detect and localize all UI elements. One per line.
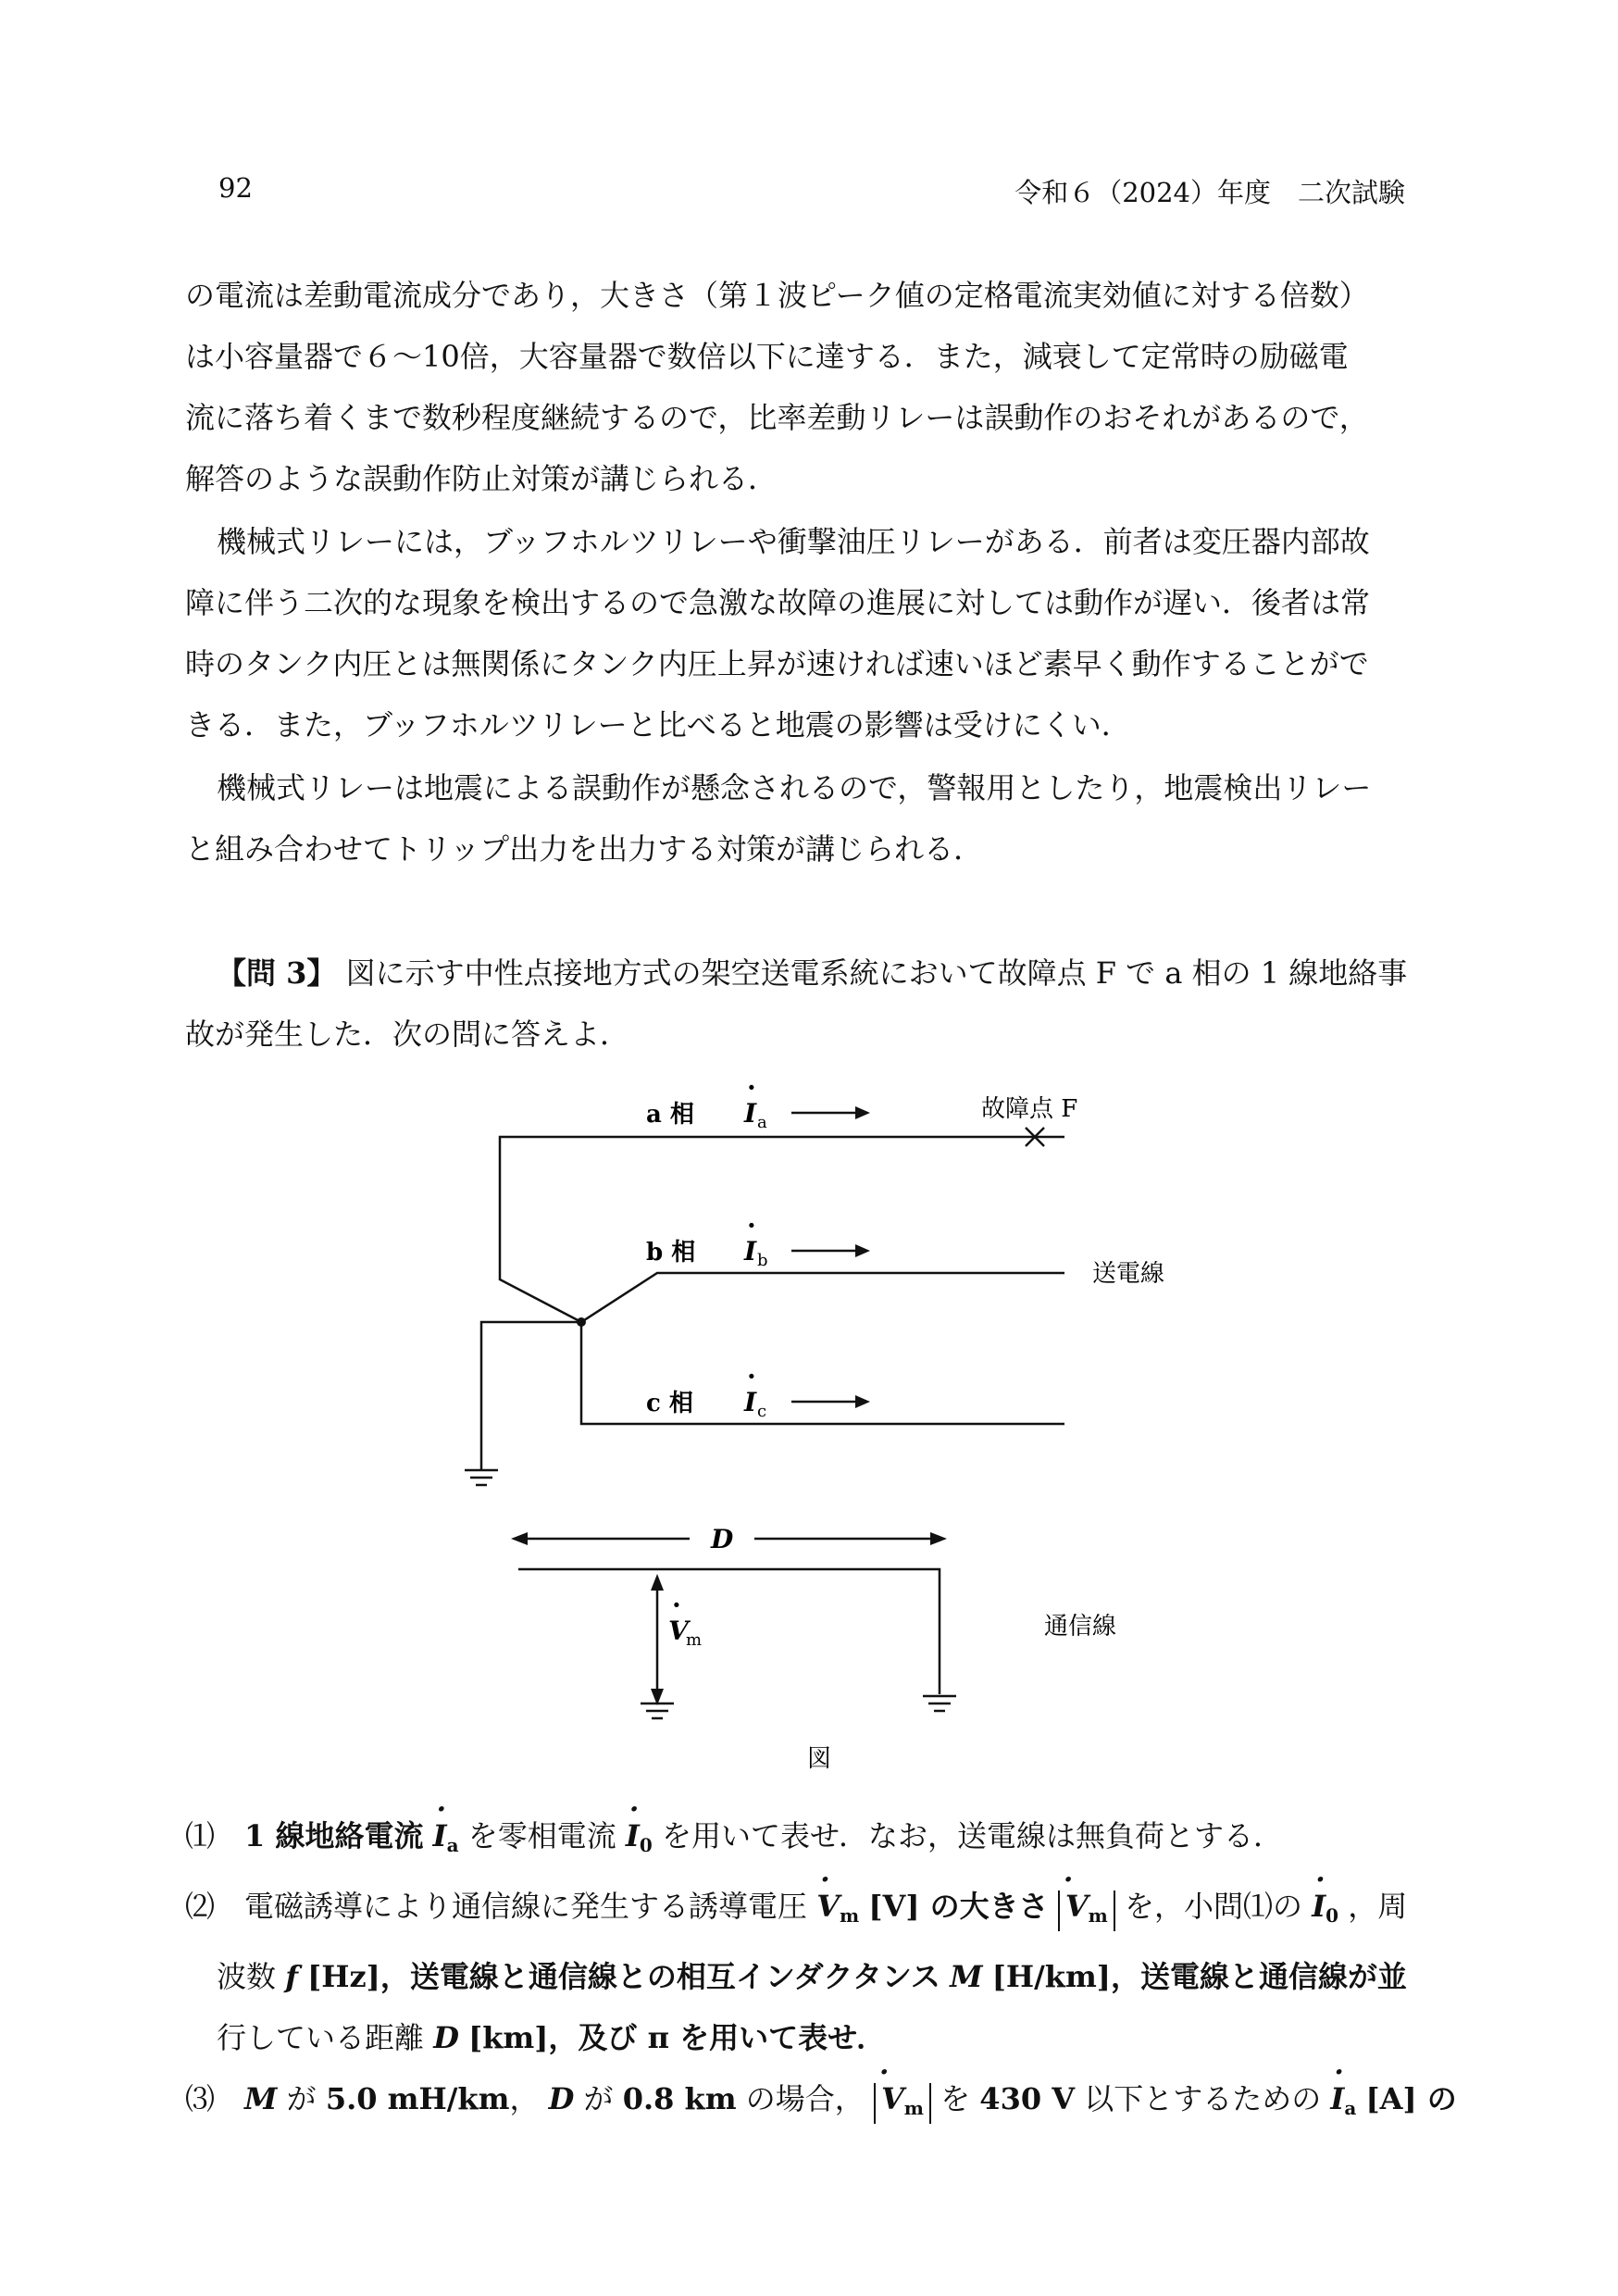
circuit-figure	[426, 1074, 1166, 1778]
text-line: 機械式リレーは地震による誤動作が懸念されるので，警報用としたり，地震検出リレー	[217, 770, 1372, 805]
text-line: の電流は差動電流成分であり，大きさ（第１波ピーク値の定格電流実効値に対する倍数）	[185, 278, 1369, 313]
subquestion-3: ⑶ M が 5.0 mH/km， D が 0.8 km の場合， · $V_m$ を 430 V 以下とするための · $I_a$ [A] の	[185, 2068, 1425, 2139]
question-label: 【問 3】	[217, 955, 337, 991]
subquestion-2: ⑵ 電磁誘導により通信線に発生する誘導電圧 · $V_m$ [V] の大きさ · $V_m$ を，小問⑴の · $I_0$ ，周	[185, 1876, 1425, 1946]
paragraph-1	[185, 265, 1425, 509]
page-header	[213, 172, 1405, 213]
svg-text:·: ·	[747, 1074, 756, 1103]
fault-point-label: 故障点 F	[981, 1095, 1078, 1123]
question-text: 図に示す中性点接地方式の架空送電系統において故障点 F で a 相の 1 線地絡事	[345, 955, 1408, 991]
svg-text:·: ·	[672, 1590, 681, 1620]
current-c-sub: c	[757, 1402, 767, 1421]
text-line: 時のタンク内圧とは無関係にタンク内圧上昇が速ければ速いほど素早く動作することがで	[185, 646, 1369, 681]
svg-text:·: ·	[747, 1210, 756, 1241]
subquestion-2-cont: 行している距離 D [km]，及び π を用いて表せ．	[217, 2020, 887, 2055]
transmission-line-label: 送電線	[1092, 1260, 1165, 1288]
paragraph-3	[185, 757, 1425, 880]
current-c-label: I	[744, 1387, 757, 1417]
text-line: 解答のような誤動作防止対策が講じられる．	[185, 461, 778, 496]
phase-a-line	[500, 1137, 1064, 1322]
question-3	[185, 942, 1425, 1065]
voltage-sub: m	[686, 1630, 703, 1650]
communication-line-label: 通信線	[1044, 1613, 1117, 1641]
question-text: 故が発生した．次の問に答えよ．	[185, 1017, 630, 1052]
phase-c-label: c 相	[646, 1390, 693, 1417]
distance-label: D	[711, 1524, 734, 1554]
text-line: は小容量器で６〜10倍，大容量器で数倍以下に達する．また，減衰して定常時の励磁電	[185, 339, 1349, 374]
text-line: 流に落ち着くまで数秒程度継続するので，比率差動リレーは誤動作のおそれがあるので，	[185, 400, 1369, 435]
current-a-label: I	[744, 1098, 757, 1129]
figure-caption: 図	[807, 1745, 832, 1773]
running-title: 令和６（2024）年度 二次試験	[1014, 177, 1405, 208]
phase-b-line	[581, 1273, 1064, 1322]
current-b-label: I	[744, 1236, 757, 1267]
svg-text:·: ·	[747, 1361, 756, 1391]
neutral-ground-wire	[481, 1322, 581, 1470]
page-number: 92	[218, 172, 253, 204]
text-line: きる．また，ブッフホルツリレーと比べると地震の影響は受けにくい．	[185, 707, 1131, 742]
text-line: 障に伴う二次的な現象を検出するので急激な故障の進展に対しては動作が遅い．後者は常	[185, 585, 1371, 620]
current-a-sub: a	[757, 1113, 767, 1132]
phase-a-label: a 相	[646, 1101, 694, 1129]
subquestion-1: ⑴ 1 線地絡電流 · $I_a$ を零相電流 · $I_0$ を用いて表せ．なお，送電線は無負荷とする．	[185, 1805, 1425, 1876]
phase-b-label: b 相	[646, 1239, 696, 1267]
current-b-sub: b	[757, 1251, 768, 1270]
text-line: 機械式リレーには，ブッフホルツリレーや衝撃油圧リレーがある．前者は変圧器内部故	[217, 524, 1370, 559]
subquestion-2-cont: 波数 f [Hz]，送電線と通信線との相互インダクタンス M [H/km]，送電線と通信線が並	[217, 1959, 1407, 1994]
text-line: と組み合わせてトリップ出力を出力する対策が講じられる．	[185, 831, 984, 867]
communication-line	[518, 1569, 940, 1694]
neutral-point	[577, 1317, 586, 1327]
voltage-label: V	[668, 1616, 689, 1646]
paragraph-2	[185, 511, 1425, 755]
subquestions	[185, 1805, 1457, 2139]
